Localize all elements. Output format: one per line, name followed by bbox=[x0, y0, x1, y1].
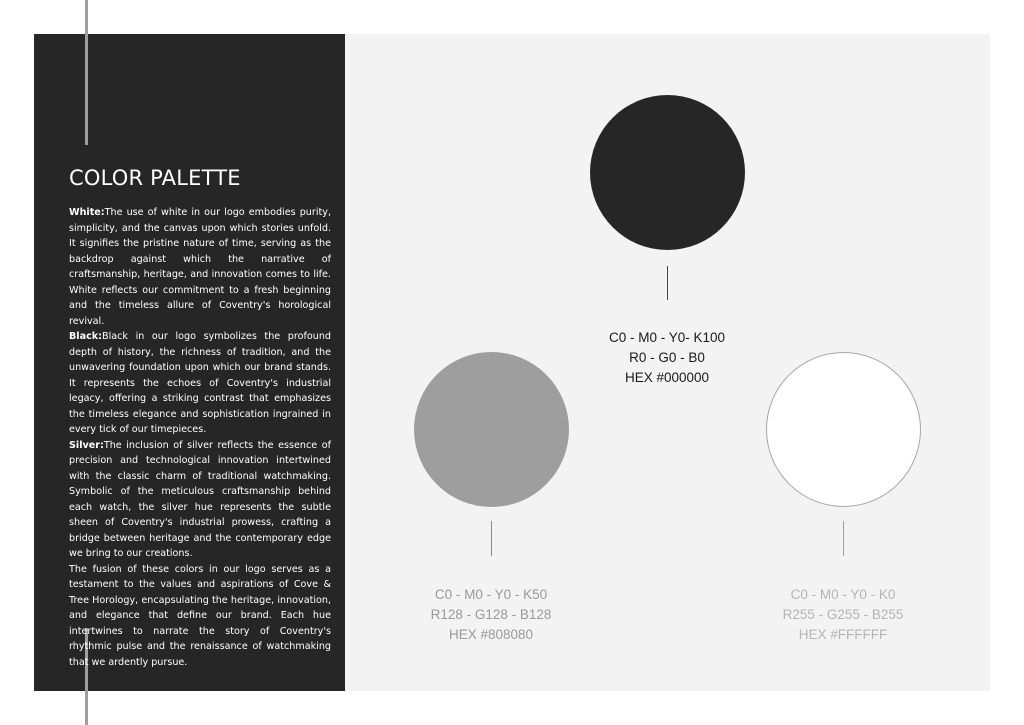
silver-paragraph bbox=[69, 438, 331, 562]
white-paragraph bbox=[69, 205, 331, 329]
black-text: Black in our logo symbolizes the profound depth of history, the richness of tradition, and the unwavering foundation upon which our brand stands. It represents the echoes of Coventry's industrial legacy, offering a striking contrast that emphasizes the timeless elegance and sophistication ingrained in every tick of our timepieces. bbox=[69, 331, 331, 435]
black-paragraph bbox=[69, 329, 331, 438]
black-label: Black: bbox=[69, 331, 102, 342]
silver-label: Silver: bbox=[69, 439, 104, 451]
black-rgb: R0 - G0 - B0 bbox=[629, 350, 705, 365]
white-label: White: bbox=[69, 207, 105, 218]
gray-swatch-connector bbox=[491, 521, 492, 556]
page-title: COLOR PALETTE bbox=[69, 166, 241, 190]
white-text: The use of white in our logo embodies purity, simplicity, and the canvas upon which stories unfold. It signifies the pristine nature of time, serving as the backdrop against which the narrative of craftsmanship, heritage, and innovation comes to life. White reflects our commitment to a fresh beginning and the timeless allure of Coventry's horological revival. bbox=[69, 207, 331, 327]
gray-hex: HEX #808080 bbox=[448, 627, 534, 642]
silver-text: The inclusion of silver reflects the essence of precision and technological innovation intertwined with the classic charm of traditional watchmaking. Symbolic of the meticulous craftsmanship behind each watch, the silver hue represents the subtle sheen of Coventry's industrial prowess, crafting a bridge between heritage and the contemporary edge we bring to our creations. bbox=[69, 439, 331, 559]
black-cmyk: C0 - M0 - Y0- K100 bbox=[608, 330, 726, 345]
white-swatch bbox=[766, 352, 921, 507]
white-swatch-spec bbox=[763, 585, 923, 645]
black-hex: HEX #000000 bbox=[624, 370, 710, 385]
gray-cmyk: C0 - M0 - Y0 - K50 bbox=[434, 587, 548, 602]
black-swatch-spec bbox=[587, 328, 747, 388]
accent-line-top bbox=[85, 0, 88, 145]
black-swatch-connector bbox=[667, 266, 668, 300]
white-swatch-connector bbox=[843, 521, 844, 556]
palette-description bbox=[69, 205, 331, 670]
gray-swatch-spec bbox=[411, 585, 571, 645]
gray-rgb: R128 - G128 - B128 bbox=[430, 607, 552, 622]
black-swatch bbox=[590, 95, 745, 250]
gray-swatch bbox=[414, 352, 569, 507]
white-hex: HEX #FFFFFF bbox=[798, 627, 888, 642]
closing-paragraph: The fusion of these colors in our logo serves as a testament to the values and aspirations of Cove & Tree Horology, encapsulating the heritage, innovation, and elegance that define our brand. Each hue intertwines to narrate the story of Coventry's rhythmic pulse and the renaissance of watchmaking that we ardently pursue. bbox=[69, 563, 331, 668]
white-rgb: R255 - G255 - B255 bbox=[782, 607, 904, 622]
white-cmyk: C0 - M0 - Y0 - K0 bbox=[790, 587, 896, 602]
